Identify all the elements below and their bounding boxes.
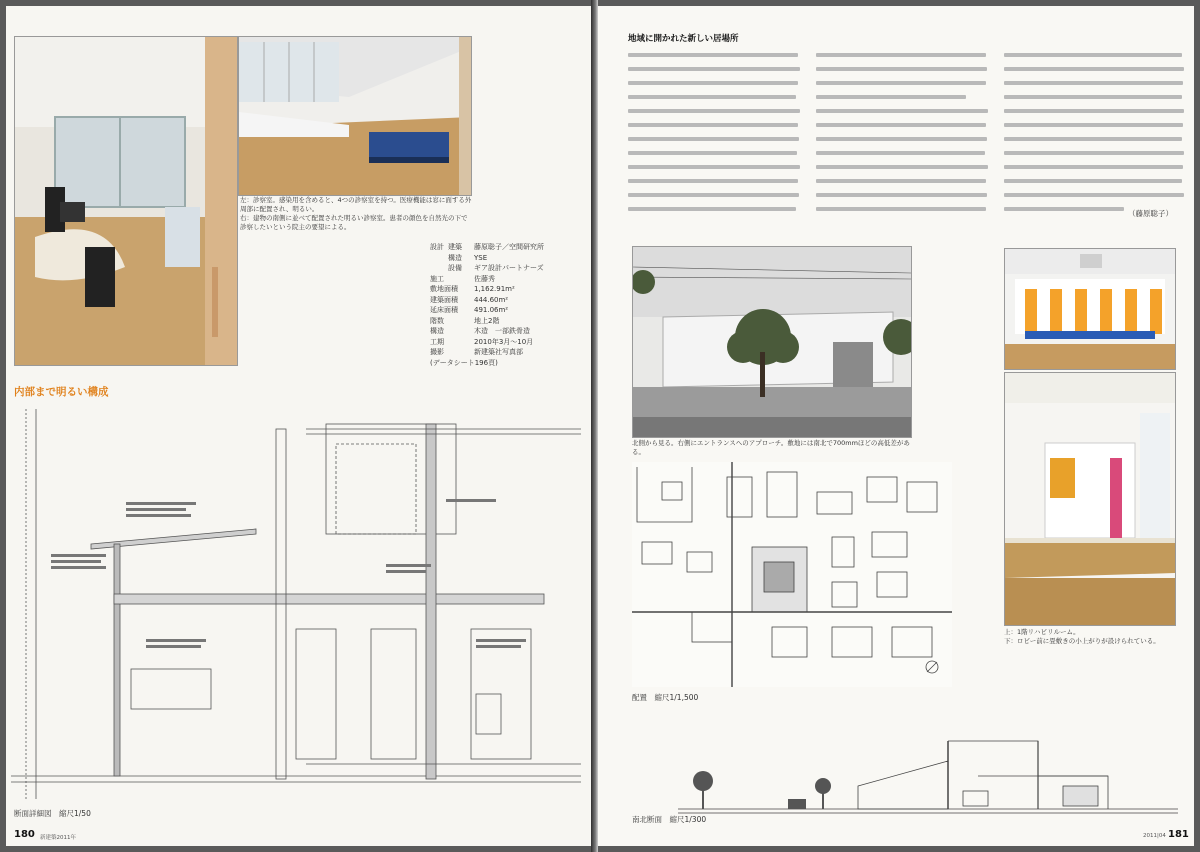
caption-line: 診察したいという院主の要望による。 [240,223,351,231]
drawing-scale-label: 断面詳細図 縮尺1/50 [14,809,91,818]
credit-row: 構造 YSE [448,253,488,262]
credit-row: 階数 地上2階 [430,316,500,325]
page-number: 181 [1168,829,1189,840]
corridor-image [239,37,471,195]
page-number: 180 [14,829,35,840]
caption-line: 下：ロビー前に畳敷きの小上がりが設けられている。 [1004,637,1160,645]
section-scale-label: 南北断面 縮尺1/300 [632,815,707,824]
body-column-1 [628,48,803,223]
credit-row: 施工 佐藤秀 [430,274,495,283]
left-page [6,6,591,846]
exterior-image [633,247,911,437]
body-column-3 [1004,48,1188,223]
body-text-columns [628,48,1188,223]
credit-row: 敷地面積 1,162.91m² [430,285,515,293]
page-info: 新建築2011年 [40,835,76,841]
lobby-tatami-image [1005,373,1175,625]
interior-caption [1004,628,1184,646]
caption-line: 右：建物の南側に並べて配置された明るい診察室。患者の顔色を自然光の下で [240,214,468,222]
credit-row: 撮影 新建築社写真部 [430,348,523,356]
right-page [598,6,1194,846]
credit-row: 設計 建築 藤原聡子／空間研究所 [430,243,544,251]
credit-row: 延床面積 491.06m² [430,306,509,314]
photo-corridor [238,36,472,196]
photo-consultation-room [14,36,238,366]
body-column-2 [816,48,991,223]
project-credits [430,242,590,368]
page-info: 2011|04 [1143,833,1166,839]
section-heading: 内部まで明るい構成 [14,386,109,398]
credit-row: (データシート196頁) [430,358,498,367]
credit-row: 建築面積 444.60m² [430,295,509,304]
credit-row: 工期 2010年3月～10月 [430,337,534,346]
spread-gutter [591,0,598,852]
photo-rehab-room [1004,248,1176,370]
photo-lobby-tatami [1004,372,1176,626]
photo-caption [240,196,475,232]
article-title: 地域に開かれた新しい居場所 [628,34,739,44]
exterior-caption: 北側から見る。右側にエントランスへのアプローチ。敷地には南北で700mmほどの高低差がある。 [632,439,910,456]
caption-line: 周部に配置され、明るい。 [240,205,319,213]
site-plan-drawing [632,462,952,687]
caption-line: 左：診察室。感染用を含めると、4つの診察室を持つ。医療機能は窓に面する外 [240,196,472,204]
detail-section-drawing [6,404,586,814]
rehab-room-image [1005,249,1175,369]
caption-line: 上：1階リハビリルーム。 [1004,628,1080,636]
north-south-section-drawing [678,731,1178,831]
photo-exterior [632,246,912,438]
author-attribution: （藤原聡子） [1128,209,1173,218]
credit-row: 構造 木造 一部鉄骨造 [430,327,530,335]
consultation-room-image [15,37,237,365]
site-plan-scale-label: 配置 縮尺1/1,500 [632,693,699,702]
credit-row: 設備 ギア設計パートナーズ [448,264,544,272]
